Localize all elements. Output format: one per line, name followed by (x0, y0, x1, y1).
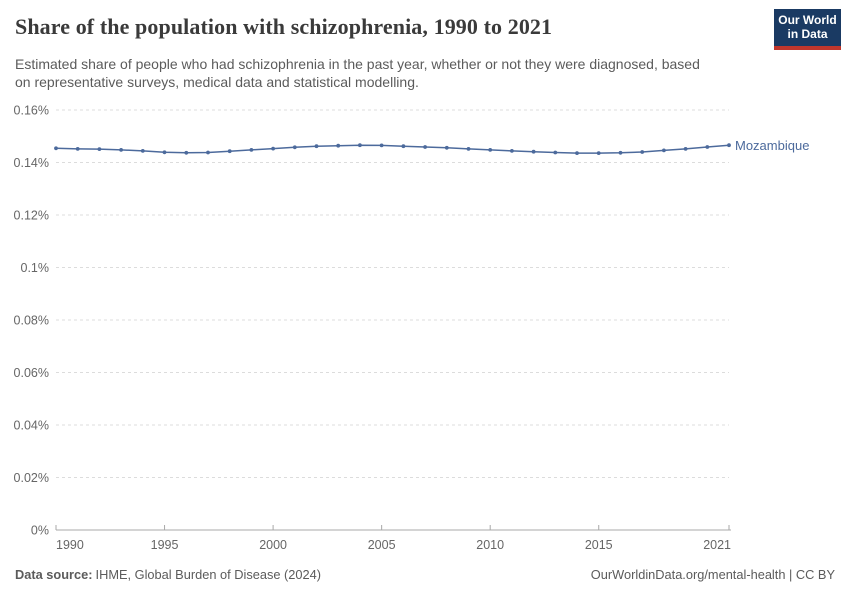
data-point[interactable] (98, 147, 102, 151)
owid-logo-line1: Our World (778, 13, 837, 27)
data-point[interactable] (358, 143, 362, 147)
data-point[interactable] (597, 151, 601, 155)
data-point[interactable] (445, 146, 449, 150)
data-point[interactable] (163, 150, 167, 154)
series-label-mozambique[interactable]: Mozambique (735, 138, 810, 154)
data-point[interactable] (467, 147, 471, 151)
y-tick-label: 0.02% (13, 471, 49, 485)
x-tick-label: 1990 (56, 538, 84, 552)
data-point[interactable] (119, 148, 123, 152)
data-point[interactable] (402, 144, 406, 148)
x-tick-label: 2010 (476, 538, 505, 552)
x-tick-label: 2015 (584, 538, 613, 552)
page-title: Share of the population with schizophrenia, 1990 to 2021 (15, 14, 553, 39)
data-point[interactable] (640, 150, 644, 154)
data-point[interactable] (76, 147, 80, 151)
footer-credit (591, 567, 835, 582)
y-tick-label: 0.08% (13, 313, 49, 328)
data-point[interactable] (206, 151, 210, 155)
trend-line-mozambique (56, 145, 729, 153)
data-point[interactable] (228, 149, 232, 153)
data-point[interactable] (380, 144, 384, 148)
data-point[interactable] (705, 145, 709, 149)
y-tick-label: 0.14% (13, 156, 49, 170)
data-point[interactable] (423, 145, 427, 149)
data-point[interactable] (510, 149, 514, 153)
data-point[interactable] (575, 151, 579, 155)
x-tick-label: 2005 (367, 538, 396, 552)
data-point[interactable] (662, 149, 666, 153)
chart-subtitle-line2: on representative surveys, medical data and statistical modelling. (15, 74, 419, 90)
data-source (15, 567, 321, 582)
data-point[interactable] (336, 144, 340, 148)
data-source-value: IHME, Global Burden of Disease (2024) (95, 567, 322, 582)
y-tick-label: 0% (30, 523, 49, 538)
data-point[interactable] (684, 147, 688, 151)
x-tick-label: 2021 (703, 538, 731, 552)
y-tick-label: 0.04% (13, 418, 49, 433)
license-link[interactable]: CC BY (795, 567, 835, 582)
data-point[interactable] (184, 151, 188, 155)
data-point[interactable] (54, 146, 58, 150)
data-point[interactable] (293, 145, 297, 149)
y-tick-label: 0.06% (13, 366, 49, 380)
data-point[interactable] (141, 149, 145, 153)
x-tick-label: 1995 (150, 538, 179, 552)
chart-footer (15, 567, 835, 582)
y-tick-label: 0.12% (13, 208, 49, 223)
y-tick-label: 0.1% (20, 261, 49, 275)
data-point[interactable] (553, 151, 557, 155)
data-source-label: Data source: (15, 567, 93, 582)
data-point[interactable] (727, 143, 731, 147)
y-tick-label: 0.16% (13, 103, 49, 118)
x-tick-label: 2000 (259, 538, 288, 552)
owid-logo-line2: in Data (787, 26, 828, 41)
footer-separator: | (785, 567, 796, 582)
data-point[interactable] (250, 148, 254, 152)
owid-url-link[interactable]: OurWorldinData.org/mental-health (590, 567, 786, 582)
data-point[interactable] (532, 150, 536, 154)
data-point[interactable] (315, 144, 319, 148)
data-point[interactable] (619, 151, 623, 155)
chart-subtitle-line1: Estimated share of people who had schizophrenia in the past year, whether or not they were diagnosed, based (15, 56, 700, 72)
data-point[interactable] (488, 148, 492, 152)
data-point[interactable] (271, 147, 275, 151)
